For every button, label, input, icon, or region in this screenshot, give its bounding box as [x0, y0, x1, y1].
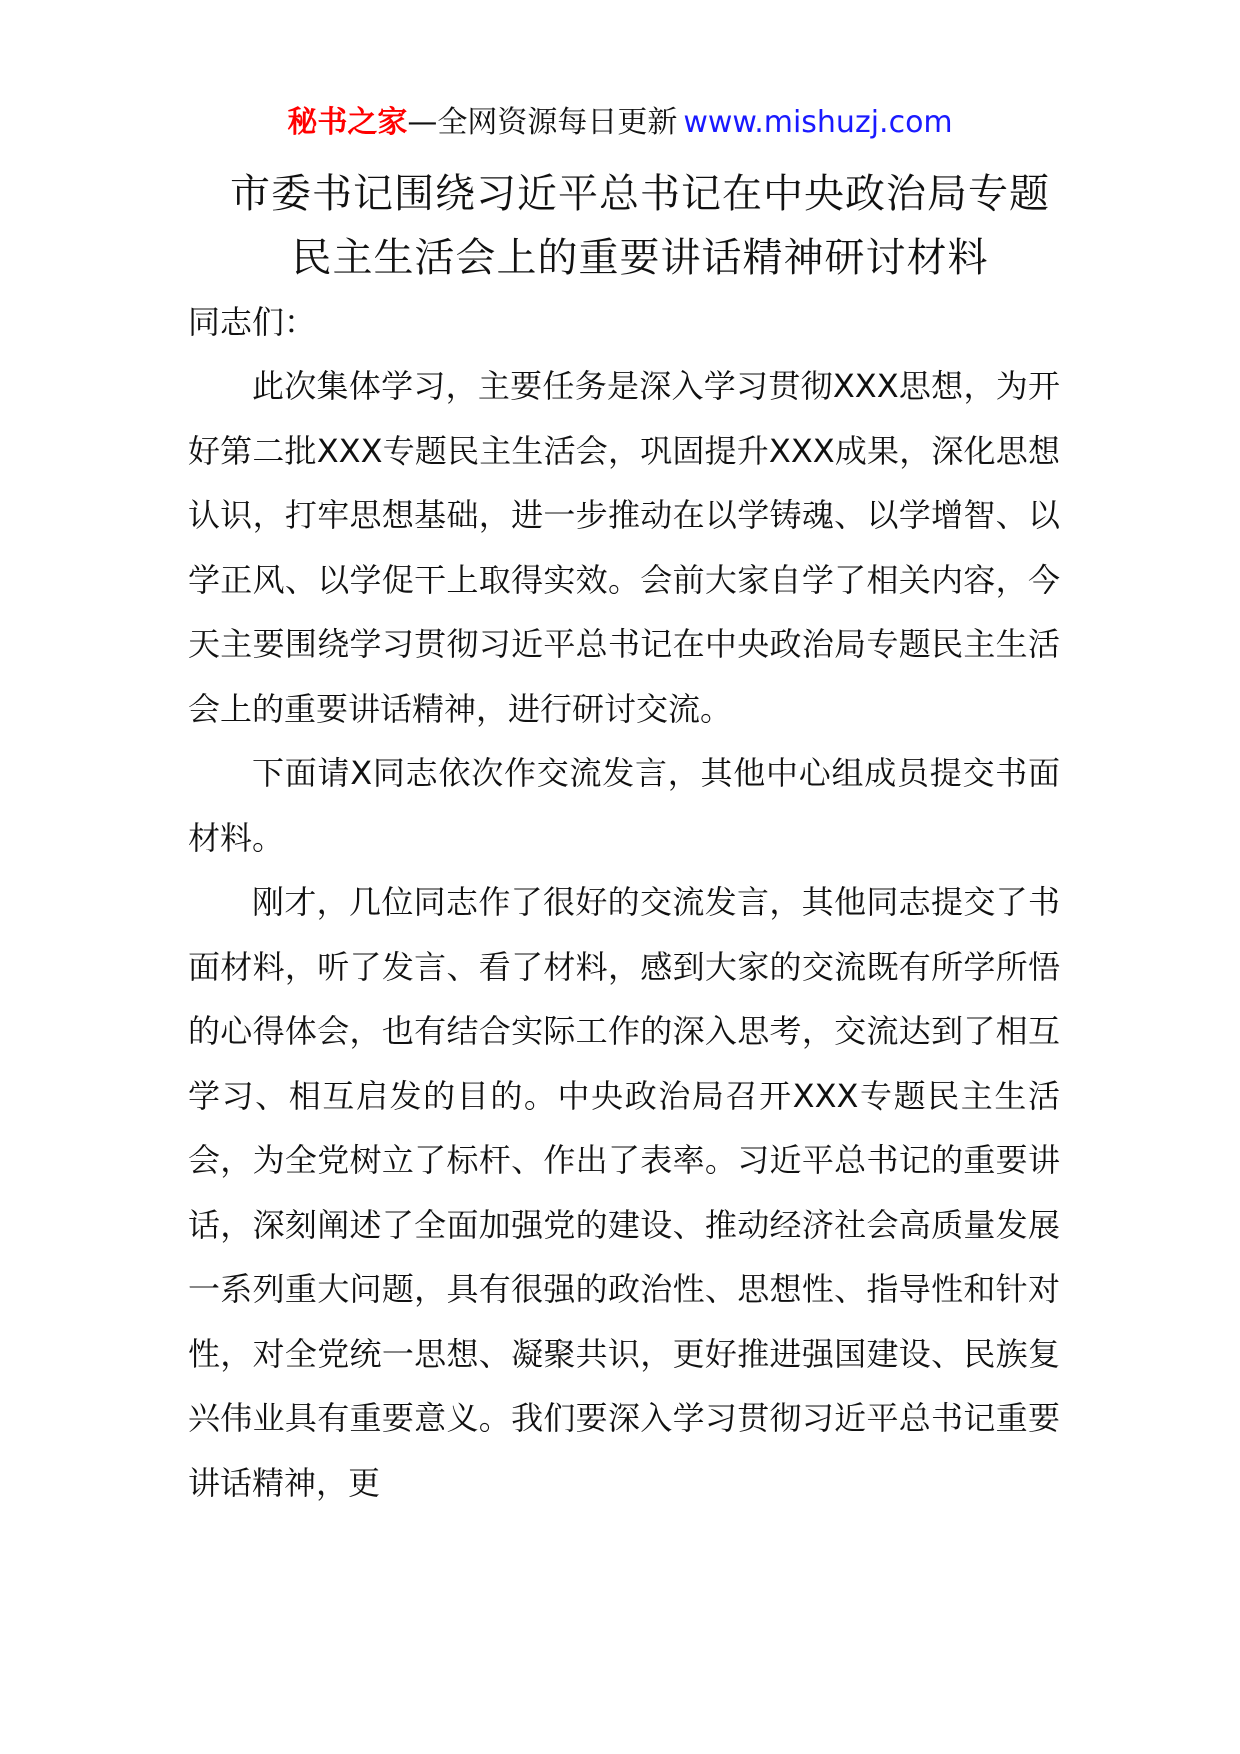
- header-tagline: —全网资源每日更新: [407, 105, 678, 140]
- title-line-1: 市委书记围绕习近平总书记在中央政治局专题: [230, 171, 1050, 217]
- paragraph: 下面请X同志依次作交流发言，其他中心组成员提交书面材料。: [188, 754, 1060, 857]
- brand-name: 秘书之家: [287, 105, 408, 140]
- paragraph: 此次集体学习，主要任务是深入学习贯彻XXX思想，为开好第二批XXX专题民主生活会，巩固提升XXX成果，深化思想认识，打牢思想基础，进一步推动在以学铸魂、以学增智、以学正风、以学促干上取得实效。会前大家自学了相关内容，今天主要围绕学习贯彻习近平总书记在中央政治局专题民主生活会上的重要讲话精神，进行研讨交流。: [188, 367, 1060, 728]
- site-url-link[interactable]: www.mishuzj.com: [683, 105, 953, 140]
- site-header: [180, 100, 1060, 146]
- title-line-2: 民主生活会上的重要讲话精神研讨材料: [291, 235, 989, 281]
- salutation: 同志们：: [188, 303, 317, 341]
- paragraph: 刚才，几位同志作了很好的交流发言，其他同志提交了书面材料，听了发言、看了材料，感到大家的交流既有所学所悟的心得体会，也有结合实际工作的深入思考，交流达到了相互学习、相互启发的目的。中央政治局召开XXX专题民主生活会，为全党树立了标杆、作出了表率。习近平总书记的重要讲话，深刻阐述了全面加强党的建设、推动经济社会高质量发展一系列重大问题，具有很强的政治性、思想性、指导性和针对性，对全党统一思想、凝聚共识，更好推进强国建设、民族复兴伟业具有重要意义。我们要深入学习贯彻习近平总书记重要讲话精神，更: [188, 883, 1060, 1502]
- document-title: [180, 162, 1100, 290]
